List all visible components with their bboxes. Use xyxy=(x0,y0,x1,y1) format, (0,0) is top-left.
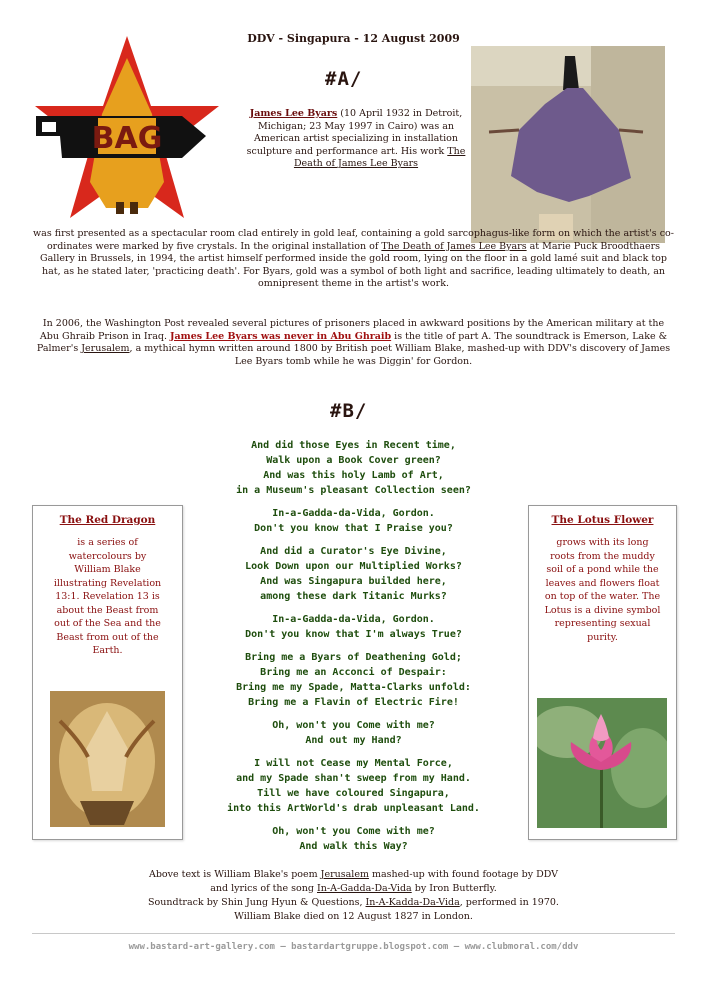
intro-paragraph-1: was first presented as a spectacular room clad entirely in gold leaf, containing a gold sarcophagus-like form on which the artist's co-ordinates were marked by five crystals. In the original installation of The Death of James Lee Byars at Marie Puck Broodthaers Gallery in Brussels, in 1994, the artist himself performed inside the gold room, lying on the floor in a gold lamé suit and black top hat, as he stated later, 'practicing death'. For Byars, gold was a symbol of both light and sacrifice, leading ultimately to death, an omnipresent theme in the artist's work. xyxy=(33,228,674,290)
hooded-prisoner-photo xyxy=(471,46,665,243)
logo-text: BAG xyxy=(91,121,163,156)
red-dragon-card xyxy=(32,505,183,840)
poem-stanza: And did those Eyes in Recent time, Walk upon a Book Cover green? And was this holy Lamb of Art, in a Museum's pleasant Collection seen? xyxy=(236,440,471,496)
poem xyxy=(190,438,517,862)
part-a-title: James Lee Byars was never in Abu Ghraib xyxy=(170,330,392,342)
poem-stanza: And did a Curator's Eye Divine, Look Down upon our Multiplied Works? And was Singapura builded here, among these dark Titanic Murks? xyxy=(245,546,462,602)
credits-text: Above text is William Blake's poem Jerusalem mashed-up with found footage by DDV and lyrics of the song In-A-Gadda-Da-Vida by Iron Butterfly. Soundtrack by Shin Jung Hyun & Questions, In-A-Kadda-Da-Vida, performed in 1970. William Blake died on 12 August 1827 in London. xyxy=(148,869,559,922)
intro-paragraph-2: In 2006, the Washington Post revealed several pictures of prisoners placed in awkward positions by the American military at the Abu Ghraib Prison in Iraq. James Lee Byars was never in Abu Ghraib is the title of part A. The soundtrack is Emerson, Lake & Palmer's Jerusalem, a mythical hymn written around 1800 by British poet William Blake, mashed-up with DDV's discovery of James Lee Byars tomb while he was Diggin' for Gordon. xyxy=(36,318,671,367)
poem-stanza: Bring me a Byars of Deathening Gold; Bring me an Acconci of Despair: Bring me my Spade, Matta-Clarks unfold: Bring me a Flavin of Electric Fire! xyxy=(236,652,471,708)
byars-name: James Lee Byars xyxy=(249,108,338,119)
red-dragon-title: The Red Dragon xyxy=(59,514,156,526)
lotus-photo xyxy=(537,698,667,828)
lotus-card xyxy=(528,505,677,840)
section-a-heading: #A/ xyxy=(325,68,363,90)
page-header: DDV - Singapura - 12 August 2009 xyxy=(247,32,460,45)
poem-stanza: I will not Cease my Mental Force, and my Spade shan't sweep from my Hand. Till we have coloured Singapura, into this ArtWorld's drab unpleasant Land. xyxy=(227,758,480,814)
lotus-text: grows with its long roots from the muddy soil of a pond while the leaves and flowers float on top of the water. The Lotus is a divine symbol representing sexual purity. xyxy=(544,537,661,643)
footer-divider xyxy=(32,933,675,934)
death-title: The Death of James Lee Byars xyxy=(293,145,466,170)
lotus-title: The Lotus Flower xyxy=(551,514,654,526)
intro-column: James Lee Byars (10 April 1932 in Detroit, Michigan; 23 May 1997 in Cairo) was an American artist specializing in installation sculpture and performance art. His work The Death of James Lee Byars xyxy=(246,108,466,170)
bag-logo xyxy=(32,32,222,222)
footer-links[interactable]: www.bastard-art-gallery.com — bastardartgruppe.blogspot.com — www.clubmoral.com/ddv xyxy=(128,942,579,952)
poem-stanza: Oh, won't you Come with me? And walk this Way? xyxy=(272,826,435,852)
jerusalem-title: Jerusalem xyxy=(81,343,130,355)
red-dragon-painting xyxy=(50,691,165,827)
red-dragon-text: is a series of watercolours by William Blake illustrating Revelation 13:1. Revelation 13 is about the Beast from out of the Sea and the Beast from out of the Earth. xyxy=(53,537,162,656)
poem-stanza: Oh, won't you Come with me? And out my Hand? xyxy=(272,720,435,746)
poem-stanza: In-a-Gadda-da-Vida, Gordon. Don't you know that I Praise you? xyxy=(254,508,453,534)
poem-stanza: In-a-Gadda-da-Vida, Gordon. Don't you know that I'm always True? xyxy=(245,614,462,640)
section-b-heading: #B/ xyxy=(330,400,368,422)
